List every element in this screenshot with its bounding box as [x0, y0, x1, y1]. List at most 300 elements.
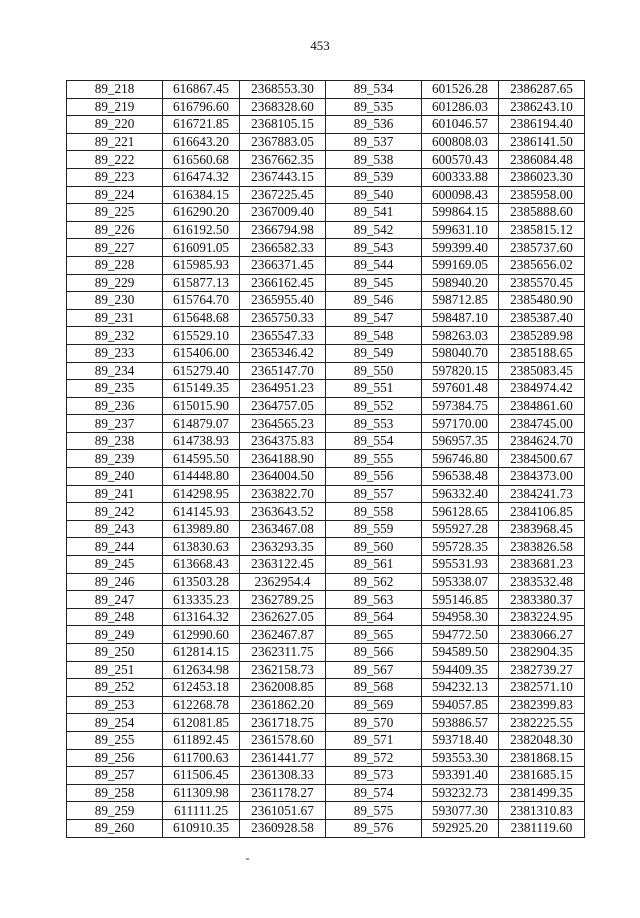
point-id-cell: 89_243	[67, 520, 163, 538]
x-coord-cell: 597601.48	[422, 380, 499, 398]
x-coord-cell: 595146.85	[422, 591, 499, 609]
x-coord-cell: 614738.93	[163, 432, 240, 450]
point-id-cell: 89_548	[326, 327, 422, 345]
table-row	[67, 151, 585, 169]
y-coord-cell: 2365147.70	[240, 362, 326, 380]
x-coord-cell: 612453.18	[163, 679, 240, 697]
x-coord-cell: 598940.20	[422, 274, 499, 292]
y-coord-cell: 2361178.27	[240, 784, 326, 802]
x-coord-cell: 614595.50	[163, 450, 240, 468]
point-id-cell: 89_245	[67, 556, 163, 574]
table-row	[67, 714, 585, 732]
table-row	[67, 168, 585, 186]
point-id-cell: 89_241	[67, 485, 163, 503]
x-coord-cell: 595728.35	[422, 538, 499, 556]
table-row	[67, 679, 585, 697]
table-row	[67, 397, 585, 415]
x-coord-cell: 610910.35	[163, 819, 240, 837]
table-row	[67, 116, 585, 134]
table-row	[67, 186, 585, 204]
y-coord-cell: 2381119.60	[499, 819, 585, 837]
x-coord-cell: 616091.05	[163, 239, 240, 257]
point-id-cell: 89_561	[326, 556, 422, 574]
x-coord-cell: 595927.28	[422, 520, 499, 538]
table-row	[67, 802, 585, 820]
point-id-cell: 89_256	[67, 749, 163, 767]
point-id-cell: 89_572	[326, 749, 422, 767]
point-id-cell: 89_260	[67, 819, 163, 837]
y-coord-cell: 2365955.40	[240, 292, 326, 310]
table-row	[67, 767, 585, 785]
y-coord-cell: 2381310.83	[499, 802, 585, 820]
table-row	[67, 239, 585, 257]
table-row	[67, 644, 585, 662]
y-coord-cell: 2386084.48	[499, 151, 585, 169]
y-coord-cell: 2361441.77	[240, 749, 326, 767]
point-id-cell: 89_233	[67, 344, 163, 362]
y-coord-cell: 2361051.67	[240, 802, 326, 820]
x-coord-cell: 597384.75	[422, 397, 499, 415]
table-row	[67, 520, 585, 538]
x-coord-cell: 601046.57	[422, 116, 499, 134]
x-coord-cell: 597820.15	[422, 362, 499, 380]
x-coord-cell: 616721.85	[163, 116, 240, 134]
y-coord-cell: 2363822.70	[240, 485, 326, 503]
point-id-cell: 89_575	[326, 802, 422, 820]
y-coord-cell: 2367662.35	[240, 151, 326, 169]
x-coord-cell: 598712.85	[422, 292, 499, 310]
point-id-cell: 89_566	[326, 644, 422, 662]
point-id-cell: 89_560	[326, 538, 422, 556]
x-coord-cell: 616867.45	[163, 81, 240, 99]
y-coord-cell: 2384106.85	[499, 503, 585, 521]
table-row	[67, 468, 585, 486]
table-row	[67, 784, 585, 802]
y-coord-cell: 2382571.10	[499, 679, 585, 697]
table-row	[67, 432, 585, 450]
table-row	[67, 556, 585, 574]
x-coord-cell: 615764.70	[163, 292, 240, 310]
x-coord-cell: 593391.40	[422, 767, 499, 785]
point-id-cell: 89_221	[67, 133, 163, 151]
y-coord-cell: 2385888.60	[499, 204, 585, 222]
point-id-cell: 89_538	[326, 151, 422, 169]
x-coord-cell: 596957.35	[422, 432, 499, 450]
y-coord-cell: 2361578.60	[240, 731, 326, 749]
y-coord-cell: 2382904.35	[499, 644, 585, 662]
footer-dot	[246, 858, 249, 860]
x-coord-cell: 593718.40	[422, 731, 499, 749]
point-id-cell: 89_565	[326, 626, 422, 644]
y-coord-cell: 2363293.35	[240, 538, 326, 556]
x-coord-cell: 595338.07	[422, 573, 499, 591]
x-coord-cell: 616643.20	[163, 133, 240, 151]
point-id-cell: 89_547	[326, 309, 422, 327]
point-id-cell: 89_219	[67, 98, 163, 116]
point-id-cell: 89_222	[67, 151, 163, 169]
point-id-cell: 89_246	[67, 573, 163, 591]
point-id-cell: 89_545	[326, 274, 422, 292]
x-coord-cell: 613164.32	[163, 608, 240, 626]
y-coord-cell: 2382739.27	[499, 661, 585, 679]
point-id-cell: 89_567	[326, 661, 422, 679]
x-coord-cell: 594958.30	[422, 608, 499, 626]
point-id-cell: 89_544	[326, 256, 422, 274]
point-id-cell: 89_557	[326, 485, 422, 503]
x-coord-cell: 596128.65	[422, 503, 499, 521]
y-coord-cell: 2368105.15	[240, 116, 326, 134]
table-row	[67, 591, 585, 609]
x-coord-cell: 611309.98	[163, 784, 240, 802]
point-id-cell: 89_537	[326, 133, 422, 151]
table-row	[67, 661, 585, 679]
y-coord-cell: 2385083.45	[499, 362, 585, 380]
y-coord-cell: 2363467.08	[240, 520, 326, 538]
table-row	[67, 98, 585, 116]
x-coord-cell: 598487.10	[422, 309, 499, 327]
y-coord-cell: 2367225.45	[240, 186, 326, 204]
point-id-cell: 89_534	[326, 81, 422, 99]
y-coord-cell: 2385656.02	[499, 256, 585, 274]
x-coord-cell: 614145.93	[163, 503, 240, 521]
x-coord-cell: 600333.88	[422, 168, 499, 186]
table-row	[67, 256, 585, 274]
y-coord-cell: 2384745.00	[499, 415, 585, 433]
y-coord-cell: 2383968.45	[499, 520, 585, 538]
table-row	[67, 292, 585, 310]
x-coord-cell: 593553.30	[422, 749, 499, 767]
point-id-cell: 89_568	[326, 679, 422, 697]
point-id-cell: 89_552	[326, 397, 422, 415]
page-number: 453	[310, 38, 330, 53]
point-id-cell: 89_228	[67, 256, 163, 274]
table-row	[67, 362, 585, 380]
y-coord-cell: 2367009.40	[240, 204, 326, 222]
x-coord-cell: 615406.00	[163, 344, 240, 362]
x-coord-cell: 614448.80	[163, 468, 240, 486]
point-id-cell: 89_549	[326, 344, 422, 362]
table-row	[67, 274, 585, 292]
x-coord-cell: 600570.43	[422, 151, 499, 169]
y-coord-cell: 2384624.70	[499, 432, 585, 450]
x-coord-cell: 613989.80	[163, 520, 240, 538]
y-coord-cell: 2362008.85	[240, 679, 326, 697]
x-coord-cell: 596746.80	[422, 450, 499, 468]
y-coord-cell: 2366582.33	[240, 239, 326, 257]
x-coord-cell: 614879.07	[163, 415, 240, 433]
point-id-cell: 89_576	[326, 819, 422, 837]
point-id-cell: 89_218	[67, 81, 163, 99]
point-id-cell: 89_249	[67, 626, 163, 644]
point-id-cell: 89_236	[67, 397, 163, 415]
y-coord-cell: 2383681.23	[499, 556, 585, 574]
table-row	[67, 81, 585, 99]
point-id-cell: 89_535	[326, 98, 422, 116]
x-coord-cell: 594589.50	[422, 644, 499, 662]
y-coord-cell: 2381499.35	[499, 784, 585, 802]
point-id-cell: 89_553	[326, 415, 422, 433]
coordinate-table	[66, 80, 585, 838]
x-coord-cell: 592925.20	[422, 819, 499, 837]
point-id-cell: 89_554	[326, 432, 422, 450]
y-coord-cell: 2362467.87	[240, 626, 326, 644]
point-id-cell: 89_570	[326, 714, 422, 732]
point-id-cell: 89_223	[67, 168, 163, 186]
point-id-cell: 89_240	[67, 468, 163, 486]
x-coord-cell: 596538.48	[422, 468, 499, 486]
x-coord-cell: 598040.70	[422, 344, 499, 362]
x-coord-cell: 612081.85	[163, 714, 240, 732]
y-coord-cell: 2364565.23	[240, 415, 326, 433]
point-id-cell: 89_558	[326, 503, 422, 521]
y-coord-cell: 2386141.50	[499, 133, 585, 151]
table-row	[67, 309, 585, 327]
y-coord-cell: 2366162.45	[240, 274, 326, 292]
y-coord-cell: 2383380.37	[499, 591, 585, 609]
y-coord-cell: 2385480.90	[499, 292, 585, 310]
x-coord-cell: 616560.68	[163, 151, 240, 169]
y-coord-cell: 2383224.95	[499, 608, 585, 626]
point-id-cell: 89_259	[67, 802, 163, 820]
x-coord-cell: 616474.32	[163, 168, 240, 186]
x-coord-cell: 593232.73	[422, 784, 499, 802]
y-coord-cell: 2385958.00	[499, 186, 585, 204]
x-coord-cell: 599631.10	[422, 221, 499, 239]
x-coord-cell: 593886.57	[422, 714, 499, 732]
y-coord-cell: 2385188.65	[499, 344, 585, 362]
point-id-cell: 89_541	[326, 204, 422, 222]
point-id-cell: 89_232	[67, 327, 163, 345]
table-row	[67, 538, 585, 556]
point-id-cell: 89_254	[67, 714, 163, 732]
x-coord-cell: 594232.13	[422, 679, 499, 697]
x-coord-cell: 613668.43	[163, 556, 240, 574]
y-coord-cell: 2383532.48	[499, 573, 585, 591]
point-id-cell: 89_539	[326, 168, 422, 186]
x-coord-cell: 598263.03	[422, 327, 499, 345]
y-coord-cell: 2381685.15	[499, 767, 585, 785]
y-coord-cell: 2386287.65	[499, 81, 585, 99]
x-coord-cell: 601526.28	[422, 81, 499, 99]
x-coord-cell: 595531.93	[422, 556, 499, 574]
y-coord-cell: 2368553.30	[240, 81, 326, 99]
y-coord-cell: 2384241.73	[499, 485, 585, 503]
table-row	[67, 485, 585, 503]
point-id-cell: 89_257	[67, 767, 163, 785]
x-coord-cell: 616290.20	[163, 204, 240, 222]
y-coord-cell: 2385387.40	[499, 309, 585, 327]
y-coord-cell: 2386194.40	[499, 116, 585, 134]
x-coord-cell: 616796.60	[163, 98, 240, 116]
y-coord-cell: 2385815.12	[499, 221, 585, 239]
x-coord-cell: 613335.23	[163, 591, 240, 609]
x-coord-cell: 615985.93	[163, 256, 240, 274]
x-coord-cell: 615877.13	[163, 274, 240, 292]
y-coord-cell: 2366371.45	[240, 256, 326, 274]
point-id-cell: 89_540	[326, 186, 422, 204]
x-coord-cell: 611892.45	[163, 731, 240, 749]
point-id-cell: 89_563	[326, 591, 422, 609]
point-id-cell: 89_556	[326, 468, 422, 486]
y-coord-cell: 2384974.42	[499, 380, 585, 398]
point-id-cell: 89_551	[326, 380, 422, 398]
x-coord-cell: 615149.35	[163, 380, 240, 398]
table-row	[67, 503, 585, 521]
point-id-cell: 89_231	[67, 309, 163, 327]
point-id-cell: 89_252	[67, 679, 163, 697]
x-coord-cell: 594057.85	[422, 696, 499, 714]
y-coord-cell: 2383066.27	[499, 626, 585, 644]
y-coord-cell: 2382225.55	[499, 714, 585, 732]
x-coord-cell: 612268.78	[163, 696, 240, 714]
point-id-cell: 89_574	[326, 784, 422, 802]
y-coord-cell: 2364188.90	[240, 450, 326, 468]
y-coord-cell: 2383826.58	[499, 538, 585, 556]
table-row	[67, 731, 585, 749]
x-coord-cell: 613503.28	[163, 573, 240, 591]
y-coord-cell: 2367443.15	[240, 168, 326, 186]
point-id-cell: 89_220	[67, 116, 163, 134]
x-coord-cell: 612814.15	[163, 644, 240, 662]
table-row	[67, 608, 585, 626]
y-coord-cell: 2364004.50	[240, 468, 326, 486]
y-coord-cell: 2382048.30	[499, 731, 585, 749]
x-coord-cell: 616384.15	[163, 186, 240, 204]
point-id-cell: 89_237	[67, 415, 163, 433]
y-coord-cell: 2365346.42	[240, 344, 326, 362]
point-id-cell: 89_227	[67, 239, 163, 257]
y-coord-cell: 2362789.25	[240, 591, 326, 609]
point-id-cell: 89_253	[67, 696, 163, 714]
y-coord-cell: 2361862.20	[240, 696, 326, 714]
table-row	[67, 133, 585, 151]
point-id-cell: 89_230	[67, 292, 163, 310]
y-coord-cell: 2384373.00	[499, 468, 585, 486]
table-row	[67, 204, 585, 222]
x-coord-cell: 601286.03	[422, 98, 499, 116]
y-coord-cell: 2363643.52	[240, 503, 326, 521]
point-id-cell: 89_571	[326, 731, 422, 749]
y-coord-cell: 2364375.83	[240, 432, 326, 450]
table-row	[67, 344, 585, 362]
table-row	[67, 749, 585, 767]
y-coord-cell: 2385570.45	[499, 274, 585, 292]
point-id-cell: 89_225	[67, 204, 163, 222]
table-row	[67, 819, 585, 837]
x-coord-cell: 615279.40	[163, 362, 240, 380]
point-id-cell: 89_226	[67, 221, 163, 239]
y-coord-cell: 2385289.98	[499, 327, 585, 345]
x-coord-cell: 593077.30	[422, 802, 499, 820]
y-coord-cell: 2382399.83	[499, 696, 585, 714]
coordinate-table-body	[67, 81, 585, 838]
x-coord-cell: 612990.60	[163, 626, 240, 644]
table-row	[67, 573, 585, 591]
point-id-cell: 89_248	[67, 608, 163, 626]
y-coord-cell: 2384500.67	[499, 450, 585, 468]
y-coord-cell: 2365547.33	[240, 327, 326, 345]
point-id-cell: 89_559	[326, 520, 422, 538]
y-coord-cell: 2362158.73	[240, 661, 326, 679]
y-coord-cell: 2386243.10	[499, 98, 585, 116]
y-coord-cell: 2386023.30	[499, 168, 585, 186]
x-coord-cell: 599864.15	[422, 204, 499, 222]
point-id-cell: 89_247	[67, 591, 163, 609]
y-coord-cell: 2361308.33	[240, 767, 326, 785]
table-row	[67, 415, 585, 433]
y-coord-cell: 2367883.05	[240, 133, 326, 151]
point-id-cell: 89_543	[326, 239, 422, 257]
x-coord-cell: 599169.05	[422, 256, 499, 274]
x-coord-cell: 615529.10	[163, 327, 240, 345]
y-coord-cell: 2361718.75	[240, 714, 326, 732]
point-id-cell: 89_258	[67, 784, 163, 802]
x-coord-cell: 611700.63	[163, 749, 240, 767]
y-coord-cell: 2360928.58	[240, 819, 326, 837]
x-coord-cell: 612634.98	[163, 661, 240, 679]
point-id-cell: 89_546	[326, 292, 422, 310]
x-coord-cell: 611506.45	[163, 767, 240, 785]
table-row	[67, 380, 585, 398]
point-id-cell: 89_536	[326, 116, 422, 134]
x-coord-cell: 597170.00	[422, 415, 499, 433]
point-id-cell: 89_235	[67, 380, 163, 398]
point-id-cell: 89_255	[67, 731, 163, 749]
x-coord-cell: 599399.40	[422, 239, 499, 257]
x-coord-cell: 613830.63	[163, 538, 240, 556]
y-coord-cell: 2363122.45	[240, 556, 326, 574]
point-id-cell: 89_555	[326, 450, 422, 468]
x-coord-cell: 611111.25	[163, 802, 240, 820]
point-id-cell: 89_244	[67, 538, 163, 556]
x-coord-cell: 596332.40	[422, 485, 499, 503]
x-coord-cell: 600098.43	[422, 186, 499, 204]
x-coord-cell: 614298.95	[163, 485, 240, 503]
point-id-cell: 89_234	[67, 362, 163, 380]
point-id-cell: 89_569	[326, 696, 422, 714]
point-id-cell: 89_242	[67, 503, 163, 521]
y-coord-cell: 2362627.05	[240, 608, 326, 626]
point-id-cell: 89_250	[67, 644, 163, 662]
point-id-cell: 89_229	[67, 274, 163, 292]
x-coord-cell: 616192.50	[163, 221, 240, 239]
point-id-cell: 89_224	[67, 186, 163, 204]
table-row	[67, 221, 585, 239]
point-id-cell: 89_239	[67, 450, 163, 468]
y-coord-cell: 2365750.33	[240, 309, 326, 327]
x-coord-cell: 594772.50	[422, 626, 499, 644]
table-row	[67, 327, 585, 345]
point-id-cell: 89_550	[326, 362, 422, 380]
table-row	[67, 450, 585, 468]
point-id-cell: 89_562	[326, 573, 422, 591]
y-coord-cell: 2366794.98	[240, 221, 326, 239]
y-coord-cell: 2385737.60	[499, 239, 585, 257]
point-id-cell: 89_251	[67, 661, 163, 679]
point-id-cell: 89_238	[67, 432, 163, 450]
point-id-cell: 89_564	[326, 608, 422, 626]
y-coord-cell: 2368328.60	[240, 98, 326, 116]
y-coord-cell: 2381868.15	[499, 749, 585, 767]
x-coord-cell: 600808.03	[422, 133, 499, 151]
table-row	[67, 696, 585, 714]
y-coord-cell: 2362311.75	[240, 644, 326, 662]
table-row	[67, 626, 585, 644]
point-id-cell: 89_542	[326, 221, 422, 239]
y-coord-cell: 2384861.60	[499, 397, 585, 415]
y-coord-cell: 2362954.4	[240, 573, 326, 591]
x-coord-cell: 615015.90	[163, 397, 240, 415]
